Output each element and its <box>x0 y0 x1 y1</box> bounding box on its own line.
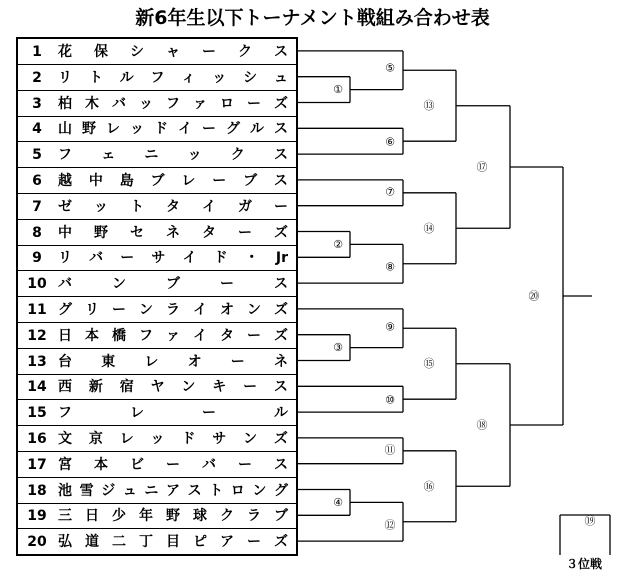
team-seed: 17 <box>27 456 47 473</box>
match-number: ④ <box>333 495 343 509</box>
team-name: 日 本 橋 フ ァ イ タ ー ズ <box>58 327 288 344</box>
match-number: ③ <box>333 341 343 355</box>
team-name: 山 野 レ ッ ド イ ー グ ル ス <box>58 121 288 138</box>
page-title: 新6年生以下トーナメント戦組み合わせ表 <box>135 7 490 29</box>
team-name: 柏 木 バ ッ フ ァ ロ ー ズ <box>58 95 288 112</box>
match-number: ⑬ <box>423 99 435 113</box>
team-name: フ ェ ニ ッ ク ス <box>58 147 288 164</box>
match-number: ⑲ <box>584 514 596 528</box>
team-seed: 2 <box>32 69 42 86</box>
team-name: 宮 本 ビ ー バ ー ス <box>58 456 288 473</box>
team-seed: 1 <box>32 44 42 60</box>
match-number: ⑫ <box>384 518 396 532</box>
match-number: ⑩ <box>385 393 395 407</box>
team-name: ゼ ッ ト タ イ ガ ー <box>58 198 288 215</box>
team-seed: 15 <box>27 405 47 422</box>
match-number: ⑭ <box>423 221 435 235</box>
team-seed: 9 <box>32 250 42 267</box>
match-number: ⑱ <box>476 418 488 432</box>
match-number: ⑳ <box>528 289 540 303</box>
team-name: 越 中 島 ブ レ ー ブ ス <box>58 173 288 189</box>
team-seed: 3 <box>32 95 42 112</box>
match-number: ⑥ <box>385 135 395 149</box>
team-name: バ ン ブ ー ス <box>58 276 288 293</box>
team-name: 西 新 宿 ヤ ン キ ー ス <box>58 379 288 396</box>
team-name: リ バ ー サ イ ド ・ Jr <box>58 250 288 267</box>
match-number: ⑨ <box>385 320 395 334</box>
team-seed: 13 <box>27 353 47 370</box>
team-seed: 5 <box>32 147 42 164</box>
team-seed: 20 <box>27 534 47 551</box>
team-seed: 11 <box>27 302 47 318</box>
team-seed: 18 <box>27 482 47 499</box>
third-place-label: ３位戦 <box>566 557 603 571</box>
team-name: リ ト ル フ ィ ッ シ ュ <box>58 69 288 86</box>
match-number: ⑯ <box>423 479 435 493</box>
match-number: ⑮ <box>423 357 435 371</box>
team-name: 台 東 レ オ ー ネ <box>58 353 288 370</box>
team-name: 文 京 レ ッ ド サ ン ズ <box>58 431 288 447</box>
team-seed: 8 <box>32 224 42 241</box>
match-number: ⑧ <box>385 260 395 274</box>
team-seed: 10 <box>27 276 47 293</box>
team-seed: 12 <box>27 327 47 344</box>
match-number: ⑪ <box>384 443 396 457</box>
team-seed: 14 <box>27 379 47 396</box>
team-name: 弘 道 二 丁 目 ピ ア ー ズ <box>58 534 288 551</box>
team-name: グ リ ー ン ラ イ オ ン ズ <box>58 302 288 318</box>
team-seed: 16 <box>27 431 47 447</box>
team-name: 池 雪 ジ ュ ニ ア ス ト ロ ン グ <box>58 482 288 499</box>
match-number: ① <box>333 83 343 97</box>
match-number: ⑦ <box>385 185 395 199</box>
team-name: 中 野 セ ネ タ ー ズ <box>58 224 288 241</box>
match-number: ⑰ <box>476 160 488 174</box>
match-number: ② <box>333 237 343 251</box>
team-seed: 7 <box>32 198 42 215</box>
team-seed: 4 <box>32 121 42 138</box>
team-seed: 19 <box>27 508 47 525</box>
team-name: 花 保 シ ャ ー ク ス <box>58 44 288 60</box>
team-seed: 6 <box>32 173 42 189</box>
team-name: 三 日 少 年 野 球 ク ラ ブ <box>58 508 288 525</box>
team-name: フ レ ー ル <box>58 405 288 422</box>
match-number: ⑤ <box>385 61 395 75</box>
